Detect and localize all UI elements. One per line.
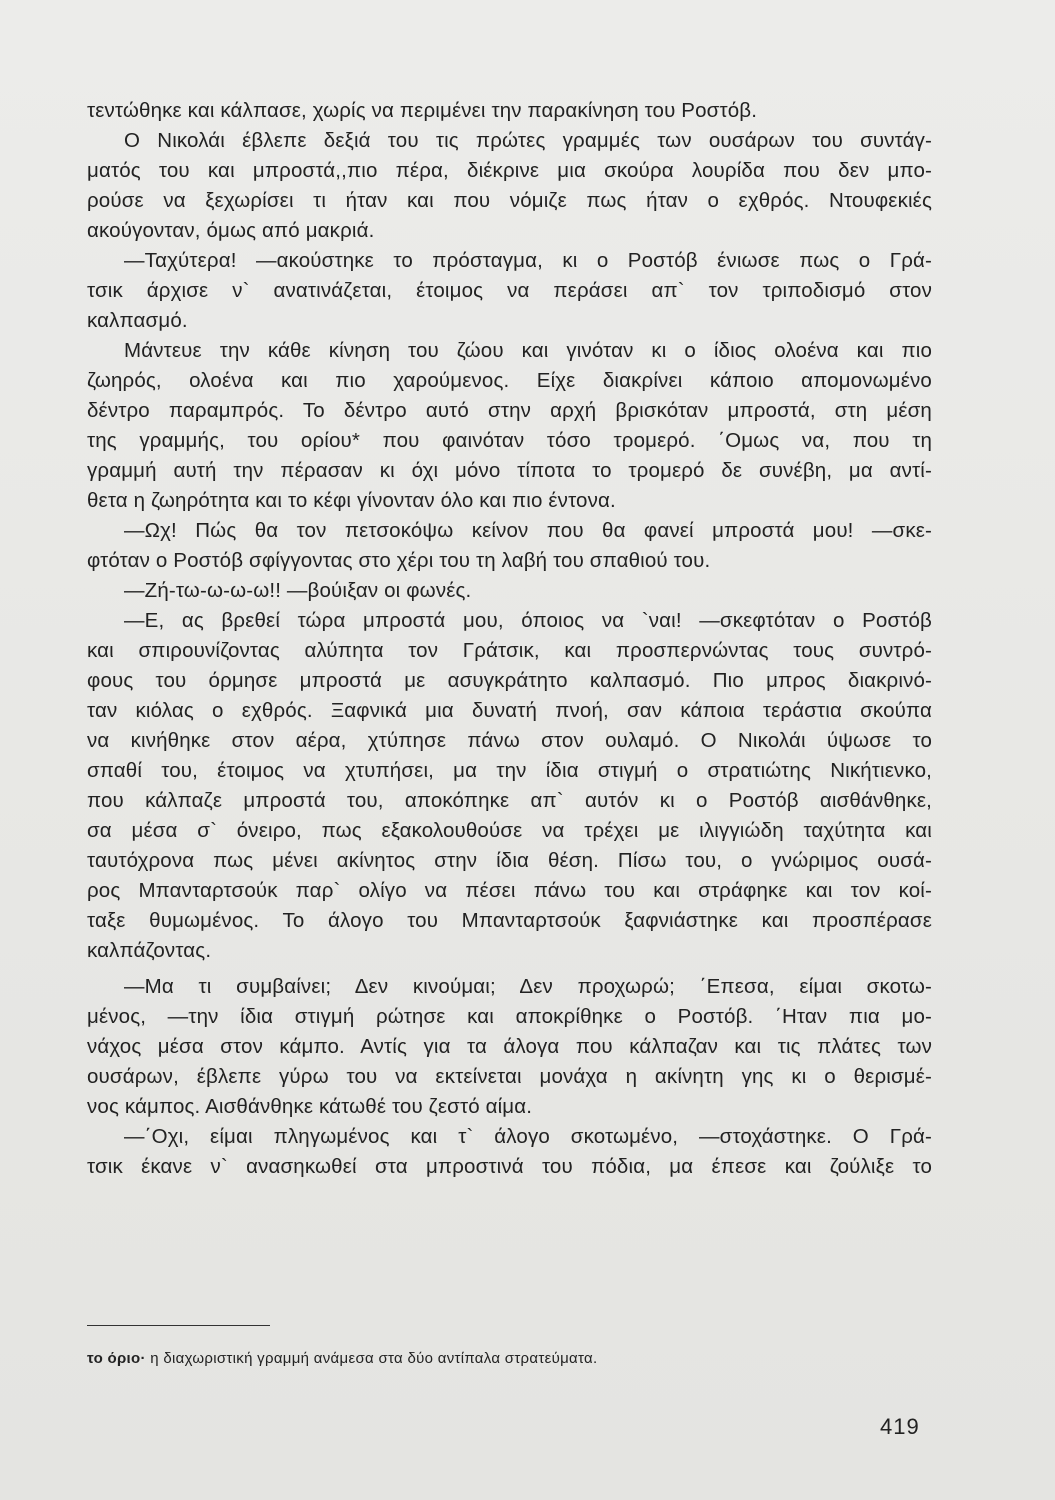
text-line: —΄Οχι, είμαι πληγωμένος και τ` άλογο σκοτωμένο, —στοχάστηκε. Ο Γρά- bbox=[124, 1125, 932, 1148]
text-line: φους του όρμησε μπροστά με ασυγκράτητο καλπασμό. Πιο μπρος διακρινό- bbox=[87, 669, 932, 692]
footnote bbox=[87, 1349, 597, 1369]
text-line: της γραμμής, του ορίου* που φαινόταν τόσο τρομερό. ΄Ομως να, που τη bbox=[87, 429, 932, 452]
body-text bbox=[87, 96, 932, 1182]
text-line: ματός του και μπροστά,,πιο πέρα, διέκρινε μια σκούρα λουρίδα που δεν μπο- bbox=[87, 159, 932, 182]
text-line: γραμμή αυτή την πέρασαν κι όχι μόνο τίποτα το τρομερό δε συνέβη, μα αντί- bbox=[87, 459, 932, 482]
text-line: Ο Νικολάι έβλεπε δεξιά του τις πρώτες γραμμές των ουσάρων του συντάγ- bbox=[124, 129, 932, 152]
text-line: και σπιρουνίζοντας αλύπητα τον Γράτσικ, και προσπερνώντας τους συντρό- bbox=[87, 639, 932, 662]
text-line: καλπασμό. bbox=[87, 309, 188, 332]
footnote-term: το όριο· bbox=[87, 1350, 146, 1367]
footnote-divider bbox=[87, 1325, 270, 1326]
text-line: νάχος μέσα στον κάμπο. Αντίς για τα άλογα που κάλπαζαν και τις πλάτες των bbox=[87, 1035, 932, 1058]
text-line: ταν κιόλας ο εχθρός. Ξαφνικά μια δυνατή πνοή, σαν κάποια τεράστια σκούπα bbox=[87, 699, 932, 722]
text-line: τσικ έκανε ν` ανασηκωθεί στα μπροστινά του πόδια, μα έπεσε και ζούλιξε το bbox=[87, 1155, 932, 1178]
text-line: θετα η ζωηρότητα και το κέφι γίνονταν όλο και πιο έντονα. bbox=[87, 489, 616, 512]
text-line: σπαθί του, έτοιμος να χτυπήσει, μα την ίδια στιγμή ο στρατιώτης Νικήτιενκο, bbox=[87, 759, 932, 782]
text-line: δέντρο παραμπρός. Το δέντρο αυτό στην αρχή βρισκόταν μπροστά, στη μέση bbox=[87, 399, 932, 422]
text-line: ταξε θυμωμένος. Το άλογο του Μπανταρτσούκ ξαφνιάστηκε και προσπέρασε bbox=[87, 909, 932, 932]
footnote-definition: η διαχωριστική γραμμή ανάμεσα στα δύο αντίπαλα στρατεύματα. bbox=[145, 1350, 598, 1367]
text-line: ουσάρων, έβλεπε γύρω του να εκτείνεται μονάχα η ακίνητη γης κι ο θερισμέ- bbox=[87, 1065, 932, 1088]
text-line: Μάντευε την κάθε κίνηση του ζώου και γινόταν κι ο ίδιος ολοένα και πιο bbox=[124, 339, 932, 362]
text-line: τεντώθηκε και κάλπασε, χωρίς να περιμένει την παρακίνηση του Ροστόβ. bbox=[87, 99, 758, 122]
text-line: —Ταχύτερα! —ακούστηκε το πρόσταγμα, κι ο Ροστόβ ένιωσε πως ο Γρά- bbox=[124, 249, 932, 272]
page-number: 419 bbox=[880, 1414, 920, 1439]
text-line: να κινήθηκε στον αέρα, χτύπησε πάνω στον ουλαμό. Ο Νικολάι ύψωσε το bbox=[87, 729, 932, 752]
text-line: ακούγονταν, όμως από μακριά. bbox=[87, 219, 375, 242]
text-line: που κάλπαζε μπροστά του, αποκόπηκε απ` αυτόν κι ο Ροστόβ αισθάνθηκε, bbox=[87, 789, 932, 812]
text-line: ρος Μπανταρτσούκ παρ` ολίγο να πέσει πάνω του και στράφηκε και τον κοί- bbox=[87, 879, 932, 902]
text-line: καλπάζοντας. bbox=[87, 939, 212, 962]
text-line: —Μα τι συμβαίνει; Δεν κινούμαι; Δεν προχωρώ; ΄Επεσα, είμαι σκοτω- bbox=[124, 975, 932, 998]
text-line: σα μέσα σ` όνειρο, πως εξακολουθούσε να τρέχει με ιλιγγιώδη ταχύτητα και bbox=[87, 819, 932, 842]
text-line: —Ζή-τω-ω-ω-ω!! —βούιξαν οι φωνές. bbox=[124, 579, 472, 602]
text-line: νος κάμπος. Αισθάνθηκε κάτωθέ του ζεστό αίμα. bbox=[87, 1095, 533, 1118]
text-line: τσικ άρχισε ν` ανατινάζεται, έτοιμος να περάσει απ` τον τριποδισμό στον bbox=[87, 279, 932, 302]
text-line: ρούσε να ξεχωρίσει τι ήταν και που νόμιζε πως ήταν ο εχθρός. Ντουφεκιές bbox=[87, 189, 932, 212]
text-line: —Ωχ! Πώς θα τον πετσοκόψω κείνον που θα φανεί μπροστά μου! —σκε- bbox=[124, 519, 932, 542]
text-line: φτόταν ο Ροστόβ σφίγγοντας στο χέρι του τη λαβή του σπαθιού του. bbox=[87, 549, 711, 572]
text-line: ζωηρός, ολοένα και πιο χαρούμενος. Είχε διακρίνει κάποιο απομονωμένο bbox=[87, 369, 932, 392]
text-line: —Ε, ας βρεθεί τώρα μπροστά μου, όποιος να `ναι! —σκεφτόταν ο Ροστόβ bbox=[124, 609, 932, 632]
text-line: μένος, —την ίδια στιγμή ρώτησε και αποκρίθηκε ο Ροστόβ. ΄Ηταν πια μο- bbox=[87, 1005, 932, 1028]
text-line: ταυτόχρονα πως μένει ακίνητος στην ίδια θέση. Πίσω του, ο γνώριμος ουσά- bbox=[87, 849, 932, 872]
